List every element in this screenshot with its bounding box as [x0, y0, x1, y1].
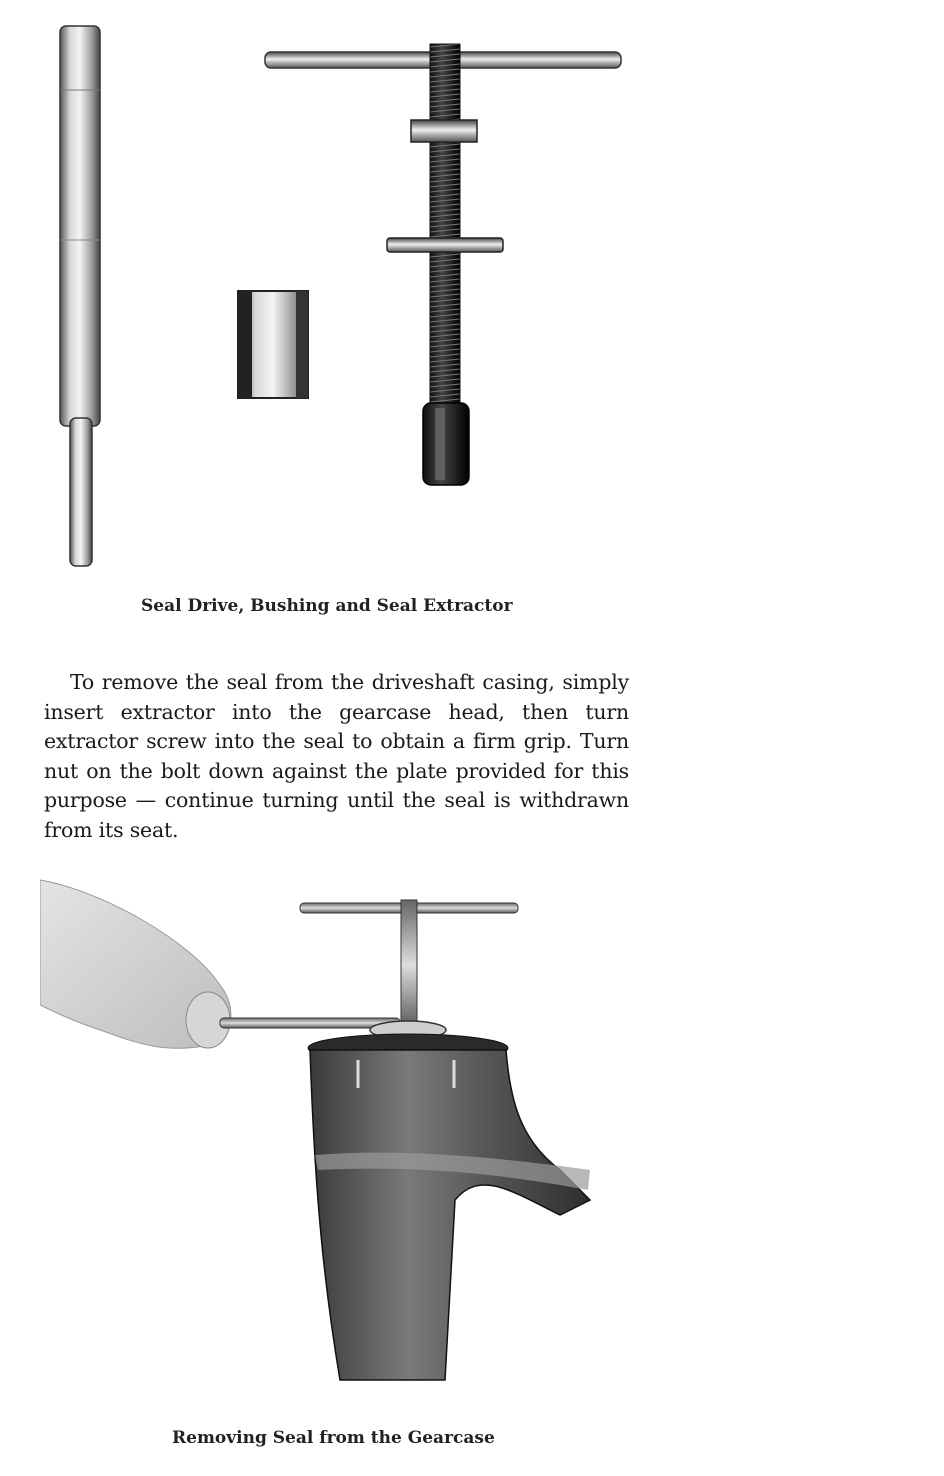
- tools-illustration: [40, 18, 640, 578]
- seal-drive-tool: [60, 26, 100, 566]
- hand: [40, 880, 231, 1048]
- seal-extractor-tool: [265, 44, 621, 485]
- gearcase-illustration: [40, 870, 640, 1410]
- bushing: [238, 291, 308, 398]
- figure-caption: Removing Seal from the Gearcase: [172, 1428, 495, 1448]
- body-paragraph: To remove the seal from the driveshaft casing, simply insert extractor into the gearcase head, then turn extractor screw into the seal to obtain a firm grip. Turn nut on the bolt down against the plate provided for this purpose — continue turning until the seal is withdrawn from its seat.: [44, 670, 629, 842]
- gearcase: [308, 1034, 590, 1380]
- figure-caption: Seal Drive, Bushing and Seal Extractor: [141, 596, 513, 616]
